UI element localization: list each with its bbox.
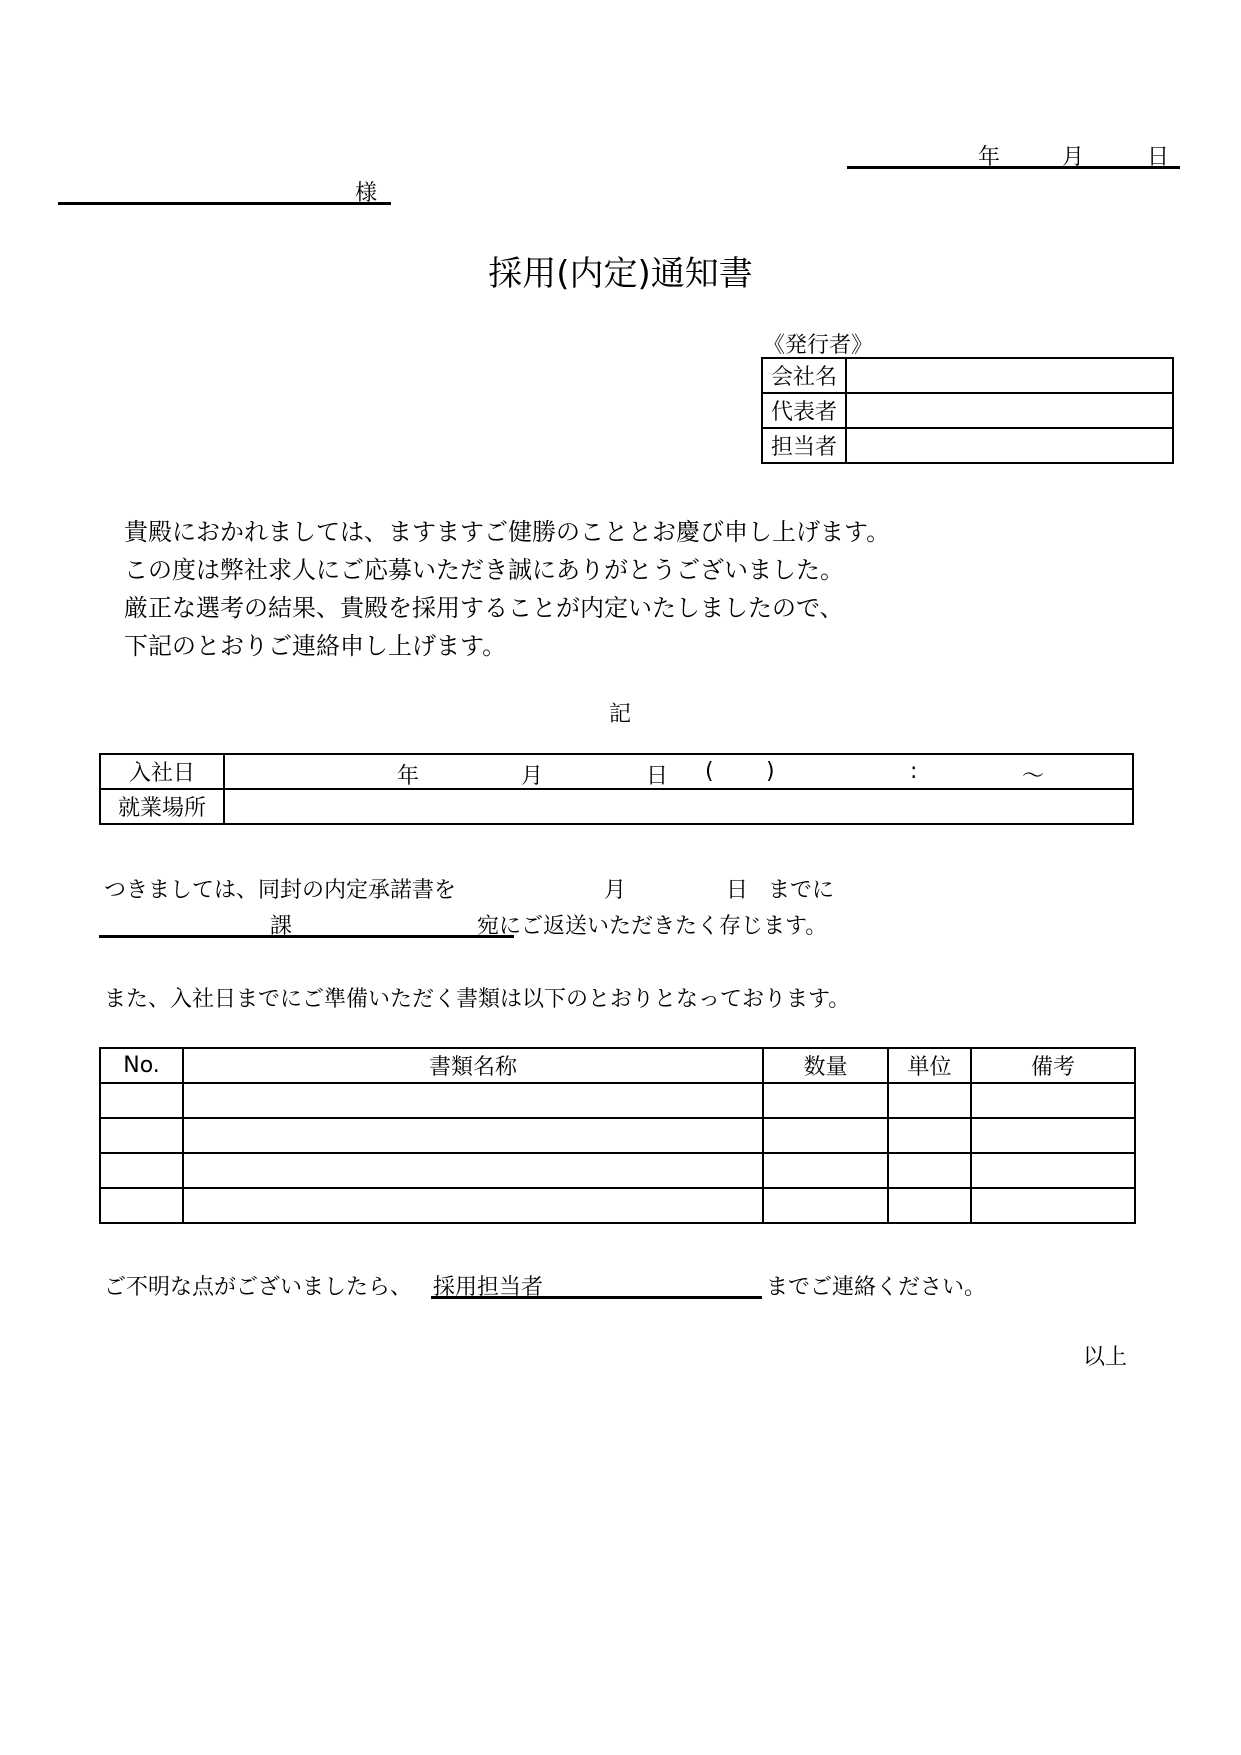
contact-suffix: までご連絡ください。 xyxy=(766,1275,987,1300)
issuer-company-label: 会社名 xyxy=(762,358,846,393)
table-cell xyxy=(888,1153,971,1188)
docs-header-unit: 単位 xyxy=(888,1048,971,1083)
recipient-underline xyxy=(58,202,391,205)
table-cell xyxy=(971,1188,1135,1223)
issuer-contact-label: 担当者 xyxy=(762,428,846,463)
reply-section-underline xyxy=(99,935,514,938)
table-row xyxy=(100,1083,1135,1118)
date-year-label: 年 xyxy=(978,145,1001,170)
body-line-4: 下記のとおりご連絡申し上げます。 xyxy=(124,632,507,660)
reply-line2-suffix: 宛にご返送いただきたく存じます。 xyxy=(477,914,828,939)
docs-header-notes: 備考 xyxy=(971,1048,1135,1083)
ki-heading: 記 xyxy=(609,702,632,727)
issuer-table xyxy=(761,357,1174,464)
entry-month: 月 xyxy=(521,764,544,789)
table-cell xyxy=(888,1188,971,1223)
date-underline xyxy=(847,166,1180,169)
date-day-label: 日 xyxy=(1147,145,1170,170)
entry-place-label: 就業場所 xyxy=(100,789,224,824)
issuer-heading: 《発行者》 xyxy=(763,333,874,358)
table-cell xyxy=(100,1083,183,1118)
issuer-row-representative xyxy=(762,393,1173,428)
table-cell xyxy=(971,1118,1135,1153)
docs-table xyxy=(99,1047,1136,1224)
entry-date-value xyxy=(224,754,1133,789)
table-cell xyxy=(888,1083,971,1118)
table-cell xyxy=(100,1118,183,1153)
docs-header-name: 書類名称 xyxy=(183,1048,763,1083)
entry-colon: : xyxy=(910,759,918,784)
date-month-label: 月 xyxy=(1062,145,1085,170)
entry-place-value xyxy=(224,789,1133,824)
body-line-3: 厳正な選考の結果、貴殿を採用することが内定いたしましたので、 xyxy=(124,594,844,622)
reply-line1-prefix: つきましては、同封の内定承諾書を xyxy=(104,878,457,903)
reply-line1-month: 月 xyxy=(604,878,627,903)
issuer-company-value xyxy=(846,358,1173,393)
table-row xyxy=(100,1153,1135,1188)
entry-tilde: 〜 xyxy=(1022,764,1045,789)
table-cell xyxy=(971,1083,1135,1118)
entry-year: 年 xyxy=(397,764,420,789)
reply-line1-day: 日 xyxy=(726,878,749,903)
entry-table xyxy=(99,753,1134,825)
entry-day: 日 xyxy=(646,764,669,789)
body-line-1: 貴殿におかれましては、ますますご健勝のこととお慶び申し上げます。 xyxy=(124,518,891,546)
table-cell xyxy=(763,1188,888,1223)
table-cell xyxy=(100,1153,183,1188)
docs-header-row xyxy=(100,1048,1135,1083)
issuer-contact-value xyxy=(846,428,1173,463)
table-cell xyxy=(100,1188,183,1223)
table-row xyxy=(100,1118,1135,1153)
reply-line1-suffix: までに xyxy=(768,878,835,903)
table-cell xyxy=(183,1083,763,1118)
table-cell xyxy=(183,1118,763,1153)
docs-header-qty: 数量 xyxy=(763,1048,888,1083)
entry-paren-close: ) xyxy=(766,759,775,784)
table-cell xyxy=(888,1118,971,1153)
entry-row-place xyxy=(100,789,1133,824)
table-cell xyxy=(763,1083,888,1118)
body-line-2: この度は弊社求人にご応募いただき誠にありがとうございました。 xyxy=(124,556,844,584)
issuer-row-company xyxy=(762,358,1173,393)
issuer-representative-value xyxy=(846,393,1173,428)
closing-text: 以上 xyxy=(1083,1345,1128,1370)
table-row xyxy=(100,1188,1135,1223)
reply-section-label: 課 xyxy=(270,914,293,939)
table-cell xyxy=(763,1153,888,1188)
contact-prefix: ご不明な点がございましたら、 xyxy=(104,1275,413,1300)
entry-paren-open: ( xyxy=(705,759,714,784)
docs-header-no: No. xyxy=(100,1048,183,1083)
table-cell xyxy=(183,1188,763,1223)
page-title: 採用(内定)通知書 xyxy=(488,254,753,294)
entry-date-label: 入社日 xyxy=(100,754,224,789)
table-cell xyxy=(971,1153,1135,1188)
issuer-row-contact xyxy=(762,428,1173,463)
docs-intro: また、入社日までにご準備いただく書類は以下のとおりとなっております。 xyxy=(104,987,851,1012)
recipient-suffix: 様 xyxy=(355,181,378,206)
contact-underline xyxy=(431,1296,762,1299)
contact-person-label: 採用担当者 xyxy=(433,1275,544,1300)
issuer-representative-label: 代表者 xyxy=(762,393,846,428)
table-cell xyxy=(763,1118,888,1153)
table-cell xyxy=(183,1153,763,1188)
entry-row-date xyxy=(100,754,1133,789)
